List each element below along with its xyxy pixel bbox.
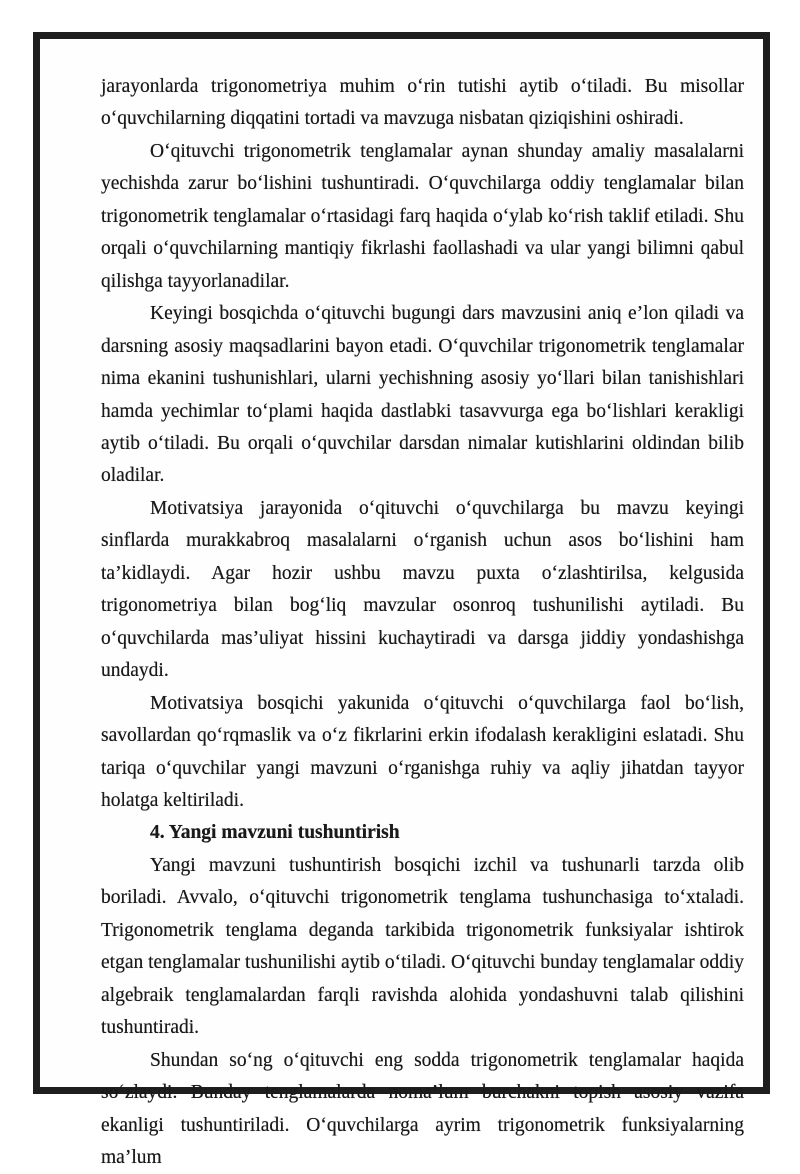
paragraph-4: Motivatsiya jarayonida o‘qituvchi o‘quvchilarga bu mavzu keyingi sinflarda murakkabroq masalalarni o‘rganish uchun asos bo‘lishini ham ta’kidlaydi. Agar hozir ushbu mavzu puxta o‘zlashtirilsa, kelgusida trigonometriya bilan bog‘liq mavzular osonroq tushunilishi aytiladi. Bu o‘quvchilarda mas’uliyat hissini kuchaytiradi va darsga jiddiy yondashishga undaydi. — [101, 497, 744, 682]
document-text-body — [101, 71, 744, 1174]
paragraph-5: Motivatsiya bosqichi yakunida o‘qituvchi o‘quvchilarga faol bo‘lish, savollardan qo‘rqmaslik va o‘z fikrlarini erkin ifodalash kerakligini eslatadi. Shu tariqa o‘quvchilar yangi mavzuni o‘rganishga ruhiy va aqliy jihatdan tayyor holatga keltiriladi. — [101, 692, 744, 811]
paragraph-7-cutoff: Shundan so‘ng o‘qituvchi eng sodda trigonometrik tenglamalar haqida so‘zlaydi. Bunday tenglamalarda noma’lum burchakni topish asosiy vazifa ekanligi tushuntiriladi. O‘quvchilarga ayrim trigonometrik funksiyalarning ma’lum — [101, 1049, 744, 1168]
paragraph-6: Yangi mavzuni tushuntirish bosqichi izchil va tushunarli tarzda olib boriladi. Avvalo, o‘qituvchi trigonometrik tenglama tushunchasiga to‘xtaladi. Trigonometrik tenglama deganda tarkibida trigonometrik funksiyalar ishtirok etgan tenglamalar tushunilishi aytib o‘tiladi. O‘qituvchi bunday tenglamalar oddiy algebraik tenglamalardan farqli ravishda alohida yondashuvni talab qilishini tushuntiradi. — [101, 854, 744, 1039]
paragraph-2: O‘qituvchi trigonometrik tenglamalar aynan shunday amaliy masalalarni yechishda zarur bo‘lishini tushuntiradi. O‘quvchilarga oddiy tenglamalar bilan trigonometrik tenglamalar o‘rtasidagi farq haqida o‘ylab ko‘rish taklif etiladi. Shu orqali o‘quvchilarning mantiqiy fikrlashi faollashadi va ular yangi bilimni qabul qilishga tayyorlanadilar. — [101, 140, 744, 292]
paragraph-3: Keyingi bosqichda o‘qituvchi bugungi dars mavzusini aniq e’lon qiladi va darsning asosiy maqsadlarini bayon etadi. O‘quvchilar trigonometrik tenglamalar nima ekanini tushunishlari, ularni yechishning asosiy yo‘llari bilan tanishishlari hamda yechimlar to‘plami haqida dastlabki tasavvurga ega bo‘lishlari kerakligi aytib o‘tiladi. Bu orqali o‘quvchilar darsdan nimalar kutishlarini oldindan bilib oladilar. — [101, 303, 744, 487]
section-heading: 4. Yangi mavzuni tushuntirish — [150, 822, 400, 844]
paragraph-continuation: jarayonlarda trigonometriya muhim o‘rin tutishi aytib o‘tiladi. Bu misollar o‘quvchilarning diqqatini tortadi va mavzuga nisbatan qiziqishini oshiradi. — [101, 76, 744, 130]
